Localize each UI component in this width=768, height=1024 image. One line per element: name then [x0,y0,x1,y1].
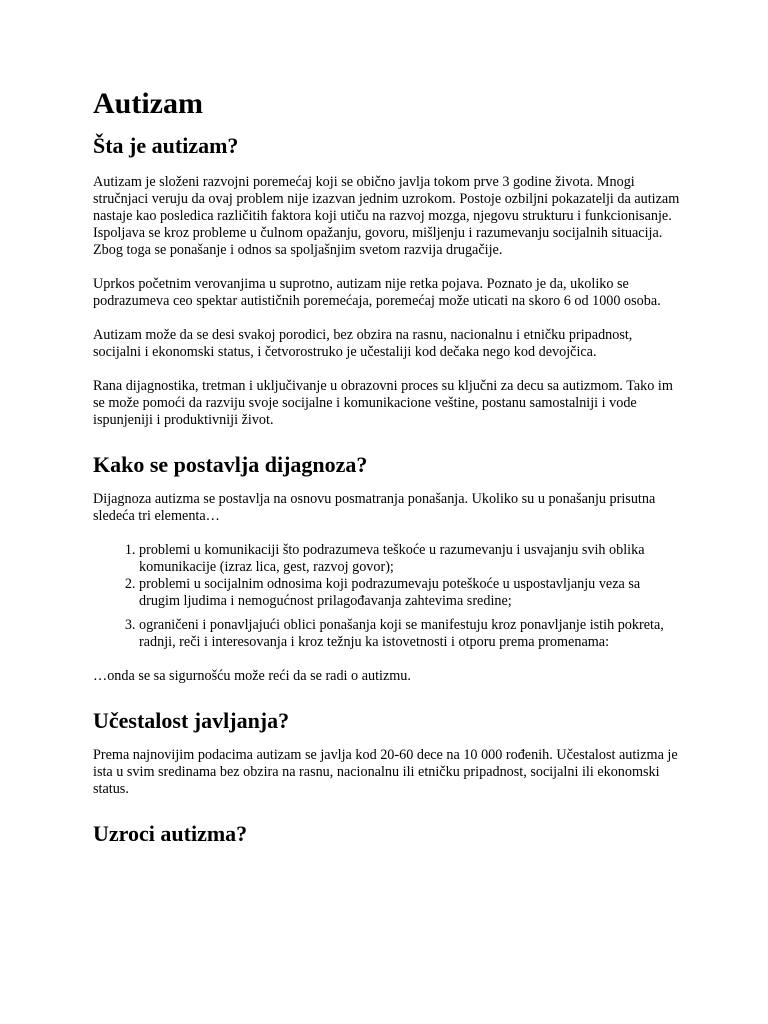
paragraph: Autizam je složeni razvojni poremećaj koji se obično javlja tokom prve 3 godine života. Mnogi stručnjaci veruju da ovaj problem nije izazvan jednim uzrokom. Postoje ozbiljni pokazatelji da autizam nastaje kao posledica različitih faktora koji utiču na razvoj mozga, njegovu strukturu i funkcionisanje. Ispoljava se kroz probleme u čulnom opažanju, govoru, mišljenju i razumevanju socijalnih situacija. Zbog toga se ponašanje i odnos sa spoljašnjim svetom razvija drugačije. [93,174,680,258]
criteria-list-wrapper [93,542,683,651]
paragraph: Rana dijagnostika, tretman i uključivanje u obrazovni proces su ključni za decu sa autizmom. Tako im se može pomoći da razviju svoje socijalne i komunikacione veštine, postanu samostalniji i vode ispunjeniji i produktivniji život. [93,378,673,428]
paragraph: Autizam može da se desi svakoj porodici, bez obzira na rasnu, nacionalnu i etničku pripadnost, socijalni i ekonomski status, i četvorostruko je učestaliji kod dečaka nego kod devojčica. [93,327,633,360]
list-item: 3. ograničeni i ponavljajući oblici ponašanja koji se manifestuju kroz ponavljanje istih pokreta, radnji, reči i interesovanja i kroz težnju ka istovetnosti i otporu prema promenama: [139,617,683,651]
document-title: Autizam [93,87,203,120]
paragraph: Uprkos početnim verovanjima u suprotno, autizam nije retka pojava. Poznato je da, ukoliko se podrazumeva ceo spektar autističnih poremećaja, poremećaj može uticati na skoro 6 od 1000 osoba. [93,276,661,309]
paragraph: …onda se sa sigurnošću može reći da se radi o autizmu. [93,668,411,684]
list-item: 2. problemi u socijalnim odnosima koji podrazumevaju poteškoće u uspostavljanju veza sa drugim ljudima i nemogućnost prilagođavanja zahtevima sredine; [139,576,683,610]
paragraph: Prema najnovijim podacima autizam se javlja kod 20-60 dece na 10 000 rođenih. Učestalost autizma je ista u svim sredinama bez obzira na rasnu, nacionalnu ili etničku pripadnost, socijalni ili ekonomski status. [93,747,678,797]
document-page [93,84,683,848]
list-item: 1. problemi u komunikaciji što podrazumeva teškoće u razumevanju i usvajanju svih oblika komunikacije (izraz lica, gest, razvoj govor); [139,542,683,576]
section-heading-kako-se-postavlja-dijagnoza: Kako se postavlja dijagnoza? [93,452,368,477]
paragraph: Dijagnoza autizma se postavlja na osnovu posmatranja ponašanja. Ukoliko su u ponašanju prisutna sledeća tri elementa… [93,491,656,524]
section-heading-uzroci-autizma: Uzroci autizma? [93,821,248,846]
criteria-list [93,542,683,651]
section-heading-sta-je-autizam: Šta je autizam? [93,133,239,158]
section-heading-ucestalost-javljanja: Učestalost javljanja? [93,708,290,733]
